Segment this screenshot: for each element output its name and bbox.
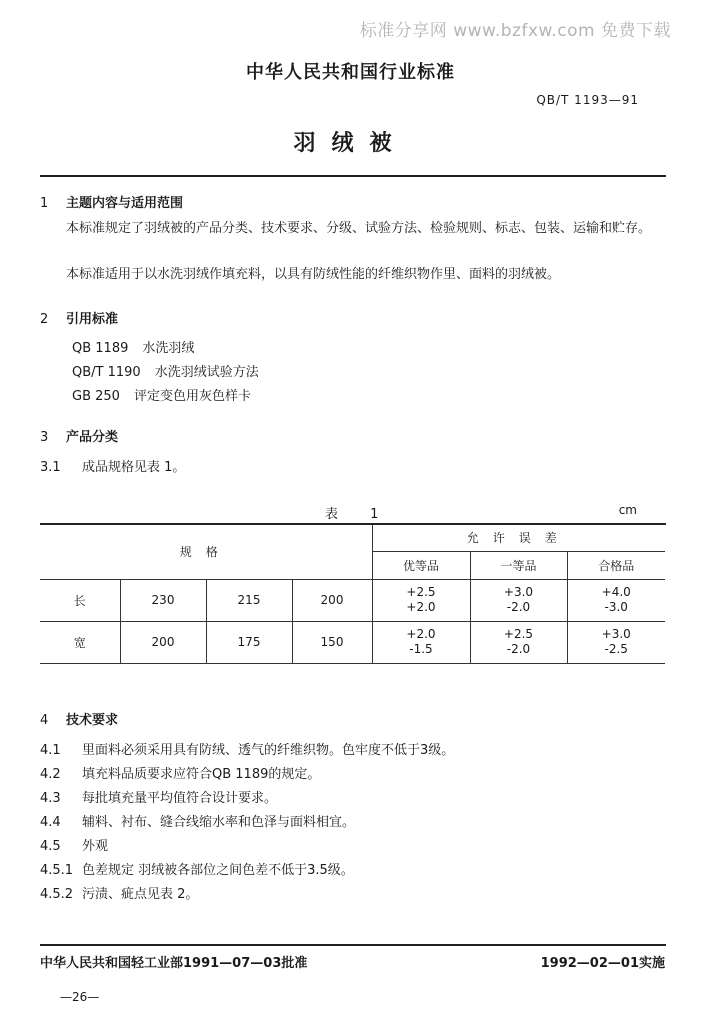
table-caption: 表 1 bbox=[325, 507, 393, 522]
dev-minus: -3.0 bbox=[604, 600, 628, 614]
dev-minus: -2.0 bbox=[506, 642, 531, 656]
implementation-date: 1992—02—01实施 bbox=[540, 956, 665, 971]
ref-item bbox=[72, 385, 251, 404]
item-number: 4.1 bbox=[40, 743, 61, 758]
standard-org: 中华人民共和国行业标准 bbox=[246, 62, 455, 83]
standard-code: QB/T 1193—91 bbox=[536, 93, 639, 107]
item-text: 辅料、衬布、缝合线缩水率和色泽与面料相宜。 bbox=[82, 815, 356, 830]
section-4-item bbox=[40, 883, 198, 902]
item-text: 成品规格见表 1。 bbox=[82, 460, 186, 475]
ref-code: QB/T 1190 bbox=[72, 365, 141, 380]
dev-plus: +2.5 bbox=[503, 627, 534, 641]
dev-minus: -1.5 bbox=[409, 642, 433, 656]
section-3-number: 3 bbox=[40, 430, 49, 445]
section-4-item bbox=[40, 787, 277, 806]
deviation-cell bbox=[470, 579, 567, 621]
grade-superior: 优等品 bbox=[372, 551, 470, 579]
section-1-title: 主题内容与适用范围 bbox=[66, 196, 184, 211]
section-3-heading bbox=[40, 426, 118, 445]
dev-plus: +2.0 bbox=[406, 627, 436, 641]
item-number: 4.5.2 bbox=[40, 887, 74, 902]
deviation-cell bbox=[372, 621, 470, 663]
item-text: 污渍、疵点见表 2。 bbox=[82, 887, 199, 902]
size-cell: 150 bbox=[292, 621, 372, 663]
ref-item bbox=[72, 337, 194, 356]
section-4-heading bbox=[40, 709, 118, 728]
table-row bbox=[40, 579, 665, 621]
dev-plus: +3.0 bbox=[601, 627, 631, 641]
page-title: 羽绒被 bbox=[293, 131, 408, 156]
section-1-heading bbox=[40, 192, 183, 211]
section-4-item bbox=[40, 859, 354, 878]
section-2-title: 引用标准 bbox=[66, 312, 119, 327]
section-2-number: 2 bbox=[40, 312, 49, 327]
ref-name: 水洗羽绒 bbox=[142, 341, 195, 356]
item-text: 每批填充量平均值符合设计要求。 bbox=[82, 791, 278, 806]
dev-plus: +4.0 bbox=[601, 585, 631, 599]
grade-first: 一等品 bbox=[470, 551, 567, 579]
table-row bbox=[40, 621, 665, 663]
item-number: 4.4 bbox=[40, 815, 61, 830]
section-4-item bbox=[40, 763, 320, 782]
deviation-cell bbox=[567, 579, 665, 621]
ref-code: GB 250 bbox=[72, 389, 120, 404]
section-1-para-1: 本标准规定了羽绒被的产品分类、技术要求、分级、试验方法、检验规则、标志、包装、运输和贮存。 bbox=[66, 221, 652, 236]
size-cell: 200 bbox=[292, 579, 372, 621]
approval-line: 中华人民共和国轻工业部1991—07—03批准 bbox=[40, 956, 308, 971]
item-text: 色差规定 羽绒被各部位之间色差不低于3.5级。 bbox=[82, 863, 354, 878]
section-1-para-2: 本标准适用于以水洗羽绒作填充料，以具有防绒性能的纤维织物作里、面料的羽绒被。 bbox=[66, 267, 561, 282]
row-label: 长 bbox=[40, 579, 120, 621]
ref-item bbox=[72, 361, 259, 380]
item-text: 填充料品质要求应符合QB 1189的规定。 bbox=[82, 767, 321, 782]
row-label: 宽 bbox=[40, 621, 120, 663]
deviation-cell bbox=[567, 621, 665, 663]
dev-minus: -2.0 bbox=[506, 600, 531, 614]
table-unit: cm bbox=[618, 503, 637, 517]
item-number: 4.5 bbox=[40, 839, 61, 854]
section-2-heading bbox=[40, 308, 118, 327]
section-4-title: 技术要求 bbox=[66, 713, 119, 728]
item-number: 4.3 bbox=[40, 791, 61, 806]
header-spec: 规格 bbox=[179, 545, 232, 560]
grade-qualified: 合格品 bbox=[567, 551, 665, 579]
size-cell: 215 bbox=[206, 579, 292, 621]
watermark: 标准分享网 www.bzfxw.com 免费下载 bbox=[359, 21, 671, 41]
page-number: —26— bbox=[60, 990, 100, 1004]
item-number: 3.1 bbox=[40, 460, 61, 475]
section-4-number: 4 bbox=[40, 713, 49, 728]
ref-code: QB 1189 bbox=[72, 341, 129, 356]
size-cell: 175 bbox=[206, 621, 292, 663]
ref-name: 评定变色用灰色样卡 bbox=[133, 389, 251, 404]
size-cell: 230 bbox=[120, 579, 206, 621]
dev-minus: +2.0 bbox=[406, 600, 436, 614]
dev-plus: +2.5 bbox=[406, 585, 436, 599]
section-4-item bbox=[40, 739, 454, 758]
title-rule bbox=[40, 175, 666, 177]
section-4-item bbox=[40, 811, 355, 830]
deviation-cell bbox=[372, 579, 470, 621]
item-text: 外观 bbox=[82, 839, 109, 854]
ref-name: 水洗羽绒试验方法 bbox=[154, 365, 259, 380]
dev-minus: -2.5 bbox=[604, 642, 628, 656]
section-1-number: 1 bbox=[40, 196, 49, 211]
section-4-item bbox=[40, 835, 108, 854]
item-text: 里面料必须采用具有防绒、透气的纤维织物。色牢度不低于3级。 bbox=[82, 743, 455, 758]
section-3-item bbox=[40, 456, 185, 475]
item-number: 4.5.1 bbox=[40, 863, 74, 878]
spec-table bbox=[40, 525, 665, 664]
header-deviation: 允许误差 bbox=[372, 525, 665, 551]
size-cell: 200 bbox=[120, 621, 206, 663]
footer-rule bbox=[40, 944, 666, 946]
item-number: 4.2 bbox=[40, 767, 61, 782]
deviation-cell bbox=[470, 621, 567, 663]
section-3-title: 产品分类 bbox=[66, 430, 119, 445]
dev-plus: +3.0 bbox=[503, 585, 534, 599]
